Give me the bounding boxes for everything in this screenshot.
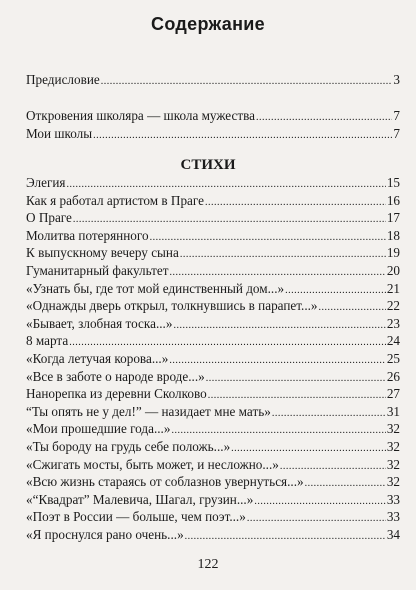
toc-entry-page: 22 — [386, 298, 400, 314]
toc-entry — [26, 456, 400, 474]
toc-entry-page: 7 — [393, 125, 400, 141]
toc-entry — [26, 438, 400, 456]
page-number: 122 — [197, 557, 219, 572]
toc-entry-title: «“Квадрат” Малевича, Шагал, грузин...» — [26, 491, 254, 507]
prose-list — [26, 107, 400, 142]
toc-entry-title: К выпускному вечеру сына — [26, 245, 179, 261]
toc-entry — [26, 508, 400, 526]
toc-entry-title: Откровения школяра — школа мужества — [26, 108, 255, 123]
toc-entry-page: 33 — [386, 491, 400, 507]
toc-entry-title: «Я проснулся рано очень...» — [26, 526, 184, 542]
toc-entry — [26, 403, 400, 421]
toc-entry — [26, 315, 400, 333]
toc-entry — [26, 71, 400, 89]
toc-entry — [26, 107, 400, 125]
intro-list — [26, 71, 400, 89]
toc-entry-title: «Узнать бы, где тот мой единственный дом...» — [26, 280, 285, 296]
toc-entry-page: 33 — [386, 509, 400, 525]
toc-entry-title: «Всю жизнь стараясь от соблазнов увернуться...» — [26, 474, 304, 490]
toc-entry — [26, 491, 400, 509]
toc-entry-title: Элегия — [26, 175, 66, 190]
toc-entry-title: «Поэт в России — больше, чем поэт...» — [26, 509, 246, 525]
dot-leader — [101, 71, 393, 91]
toc-entry-page: 34 — [386, 526, 400, 542]
toc-entry-title: «Ты бороду на грудь себе положь...» — [26, 438, 231, 454]
toc-entry-page: 19 — [386, 245, 400, 261]
toc-entry — [26, 332, 400, 350]
toc-entry-page: 32 — [386, 474, 400, 490]
toc-entry-page: 32 — [386, 421, 400, 437]
toc-entry-page: 21 — [386, 280, 400, 296]
toc-entry-page: 27 — [386, 386, 400, 402]
toc-entry-page: 7 — [393, 108, 400, 123]
toc-entry-title: «Однажды дверь открыл, толкнувшись в парапет...» — [26, 298, 318, 314]
toc-entry — [26, 262, 400, 280]
toc-entry — [26, 280, 400, 298]
toc-entry-title: Предисловие — [26, 72, 100, 87]
poem-list — [26, 174, 400, 543]
dot-leader — [93, 125, 392, 145]
toc-entry — [26, 209, 400, 227]
toc-entry — [26, 473, 400, 491]
toc-entry-title: «Все в заботе о народе вроде...» — [26, 368, 205, 384]
toc-entry-title: Гуманитарный факультет — [26, 262, 169, 278]
toc-entry-title: 8 марта — [26, 333, 69, 349]
toc-entry-title: «Мои прошедшие года...» — [26, 421, 171, 437]
toc-entry-page: 24 — [386, 333, 400, 349]
toc-entry-title: «Сжигать мосты, быть может, и несложно...» — [26, 456, 279, 472]
toc-entry — [26, 125, 400, 143]
toc-entry — [26, 227, 400, 245]
toc-entry-page: 32 — [386, 438, 400, 454]
toc-entry — [26, 368, 400, 386]
toc-entry-title: О Праге — [26, 210, 72, 226]
toc-entry — [26, 420, 400, 438]
toc-entry-page: 16 — [386, 192, 400, 208]
toc-entry-page: 17 — [386, 210, 400, 226]
toc-entry-page: 31 — [386, 403, 400, 419]
toc-entry-page: 18 — [386, 227, 400, 243]
toc-entry-title: “Ты опять не у дел!” — назидает мне мать» — [26, 403, 271, 419]
toc-entry — [26, 297, 400, 315]
toc-entry — [26, 192, 400, 210]
toc-entry-title: «Бывает, злобная тоска...» — [26, 315, 173, 331]
toc-entry-title: Нанорепка из деревни Сколково — [26, 386, 207, 402]
toc-entry-page: 32 — [386, 456, 400, 472]
toc-entry-page: 3 — [393, 72, 400, 87]
toc-entry-title: «Когда летучая корова...» — [26, 350, 169, 366]
toc-entry-page: 20 — [386, 262, 400, 278]
section-title: СТИХИ — [180, 157, 236, 173]
toc-entry-page: 15 — [386, 175, 400, 190]
toc-entry-title: Молитва потерянного — [26, 227, 149, 243]
toc-entry-page: 26 — [386, 368, 400, 384]
page-title: Содержание — [151, 14, 265, 34]
toc-entry — [26, 385, 400, 403]
toc-entry — [26, 244, 400, 262]
toc-entry — [26, 174, 400, 192]
toc-entry — [26, 526, 400, 544]
toc-entry-page: 25 — [386, 350, 400, 366]
toc-entry-page: 23 — [386, 315, 400, 331]
toc-entry-title: Как я работал артистом в Праге — [26, 192, 204, 208]
dot-leader — [185, 526, 386, 546]
toc-entry-title: Мои школы — [26, 125, 93, 141]
toc-entry — [26, 350, 400, 368]
